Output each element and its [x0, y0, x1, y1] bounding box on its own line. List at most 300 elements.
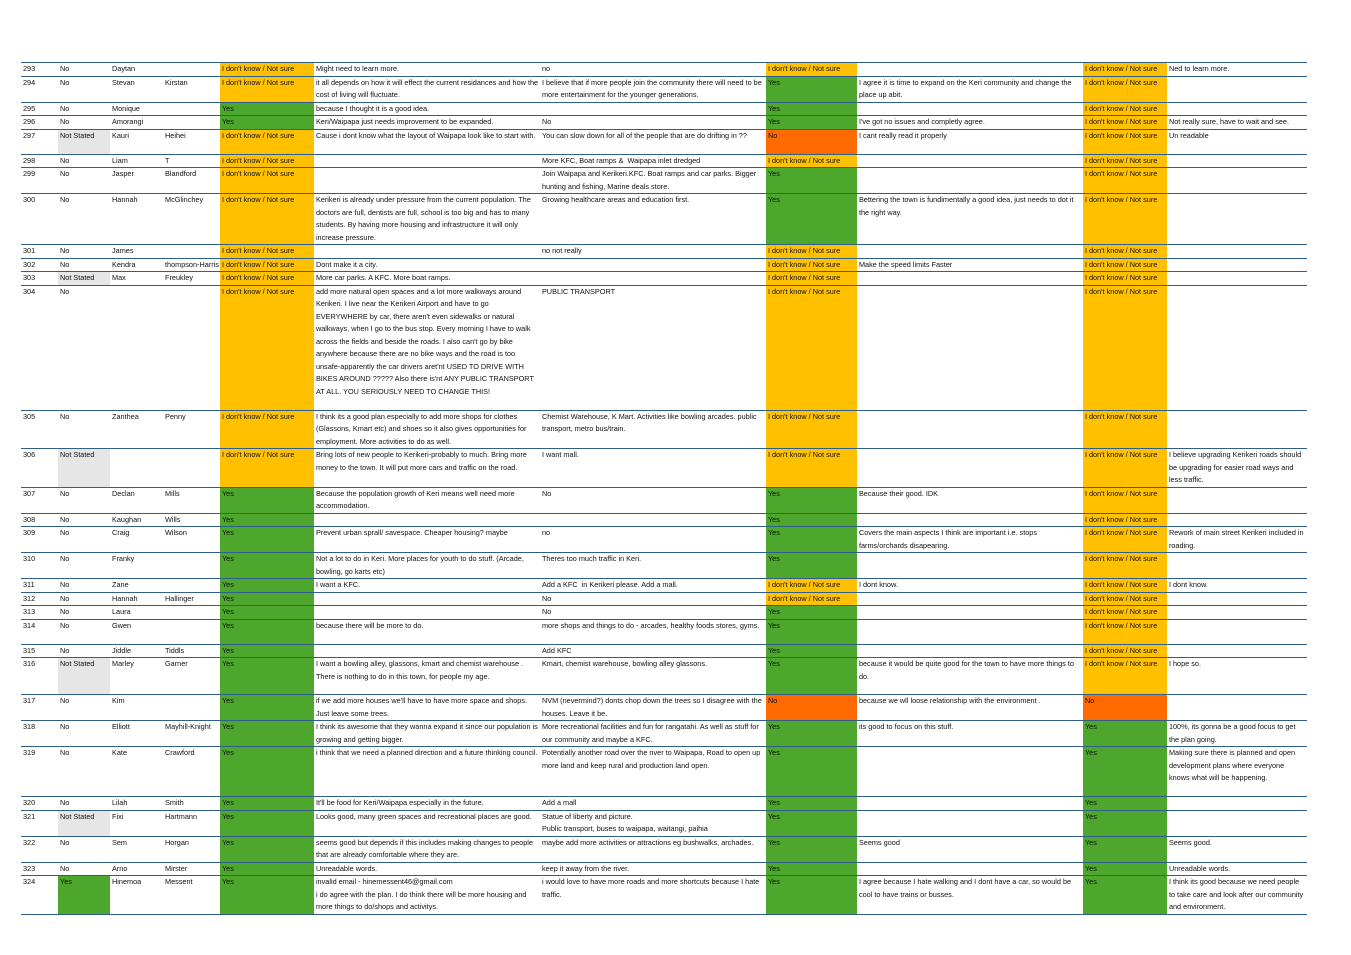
comment-1-cell: More car parks. A KFC. More boat ramps. [314, 272, 540, 286]
first-name-cell: Daytan [110, 63, 163, 77]
last-name-cell: Hartmann [163, 810, 220, 836]
comment-3-cell: Bettering the town is fundimentally a good idea, just needs to dot it the right way. [857, 194, 1083, 245]
row-id-cell: 299 [21, 168, 58, 194]
answer-2-cell: Yes [766, 527, 857, 553]
answer-2-cell: I don't know / Not sure [766, 285, 857, 410]
answer-1-cell: Yes [220, 721, 314, 747]
answer-3-cell: I don't know / Not sure [1083, 619, 1167, 644]
comment-1-cell: Dont make it a city. [314, 258, 540, 272]
first-name-cell: Zane [110, 579, 163, 593]
last-name-cell [163, 285, 220, 410]
comment-4-cell [1167, 644, 1307, 658]
comment-3-cell: Seems good [857, 836, 1083, 862]
answer-3-cell: Yes [1083, 721, 1167, 747]
row-id-cell: 323 [21, 862, 58, 876]
answer-2-cell: Yes [766, 116, 857, 130]
comment-1-cell: i think that we need a planned direction and a future thinking council. [314, 747, 540, 797]
row-id-cell: 322 [21, 836, 58, 862]
last-name-cell: Kirstan [163, 76, 220, 102]
table-row [21, 272, 1307, 286]
first-name-cell: Declan [110, 487, 163, 513]
status-cell: No [58, 747, 110, 797]
comment-3-cell: Make the speed limits Faster [857, 258, 1083, 272]
comment-2-cell: Kmart, chemist warehouse, bowling alley glassons. [540, 658, 766, 695]
status-cell: No [58, 285, 110, 410]
status-cell: No [58, 553, 110, 579]
answer-3-cell: I don't know / Not sure [1083, 449, 1167, 488]
last-name-cell: Penny [163, 410, 220, 449]
comment-1-cell [314, 592, 540, 606]
comment-2-cell [540, 258, 766, 272]
comment-4-cell [1167, 258, 1307, 272]
comment-3-cell [857, 553, 1083, 579]
answer-3-cell: I don't know / Not sure [1083, 513, 1167, 527]
comment-3-cell [857, 245, 1083, 259]
comment-1-cell: Prevent urban sprall/ savespace. Cheaper housing? maybe [314, 527, 540, 553]
table-row [21, 513, 1307, 527]
comment-2-cell: no not really [540, 245, 766, 259]
row-id-cell: 302 [21, 258, 58, 272]
last-name-cell: Hallinger [163, 592, 220, 606]
first-name-cell: Fixi [110, 810, 163, 836]
answer-1-cell: I don't know / Not sure [220, 245, 314, 259]
row-id-cell: 316 [21, 658, 58, 695]
comment-3-cell [857, 644, 1083, 658]
answer-1-cell: Yes [220, 487, 314, 513]
status-cell: No [58, 102, 110, 116]
comment-3-cell [857, 592, 1083, 606]
last-name-cell [163, 619, 220, 644]
answer-1-cell: Yes [220, 876, 314, 915]
answer-1-cell: Yes [220, 747, 314, 797]
comment-1-cell: invalid email - hinemessent46@gmail.com i do agree with the plan. I do think there will be more housing and more things to do/shops and activitys. [314, 876, 540, 915]
table-row [21, 129, 1307, 154]
status-cell: No [58, 76, 110, 102]
answer-2-cell: Yes [766, 797, 857, 811]
comment-3-cell: I agree it is time to expand on the Keri community and change the place up abit. [857, 76, 1083, 102]
table-row [21, 797, 1307, 811]
comment-3-cell [857, 797, 1083, 811]
answer-1-cell: I don't know / Not sure [220, 129, 314, 154]
first-name-cell: Jiddle [110, 644, 163, 658]
row-id-cell: 295 [21, 102, 58, 116]
status-cell: No [58, 410, 110, 449]
answer-1-cell: Yes [220, 592, 314, 606]
answer-3-cell: I don't know / Not sure [1083, 644, 1167, 658]
status-cell: No [58, 527, 110, 553]
comment-1-cell [314, 513, 540, 527]
comment-2-cell: NVM (nevermind?) donts chop down the trees so I disagree with the houses. Leave it be. [540, 695, 766, 721]
last-name-cell: Messent [163, 876, 220, 915]
row-id-cell: 315 [21, 644, 58, 658]
comment-4-cell: Un readable [1167, 129, 1307, 154]
answer-2-cell: Yes [766, 102, 857, 116]
status-cell: Not Stated [58, 810, 110, 836]
table-row [21, 747, 1307, 797]
comment-3-cell: Because their good. IDK [857, 487, 1083, 513]
comment-4-cell: I dont know. [1167, 579, 1307, 593]
status-cell: No [58, 644, 110, 658]
answer-1-cell: I don't know / Not sure [220, 63, 314, 77]
answer-2-cell: Yes [766, 194, 857, 245]
comment-2-cell: Add a KFC in Kerikeri please. Add a mall. [540, 579, 766, 593]
answer-3-cell: I don't know / Not sure [1083, 194, 1167, 245]
table-row [21, 862, 1307, 876]
comment-1-cell: Keri/Waipapa just needs improvement to be expanded. [314, 116, 540, 130]
answer-3-cell: I don't know / Not sure [1083, 63, 1167, 77]
comment-3-cell [857, 410, 1083, 449]
first-name-cell: Hinemoa [110, 876, 163, 915]
table-row [21, 154, 1307, 168]
first-name-cell: Kim [110, 695, 163, 721]
row-id-cell: 312 [21, 592, 58, 606]
row-id-cell: 320 [21, 797, 58, 811]
status-cell: No [58, 487, 110, 513]
comment-1-cell: Kerikeri is already under pressure from the current population. The doctors are full, dentists are full, school is too big and has to many students. By having more housing and infrastructure it will only increase pressure. [314, 194, 540, 245]
last-name-cell: Crawford [163, 747, 220, 797]
comment-1-cell: seems good but depends if this includes making changes to people that are already comfortable where they are. [314, 836, 540, 862]
last-name-cell: Horgan [163, 836, 220, 862]
comment-3-cell: its good to focus on this stuff. [857, 721, 1083, 747]
comment-2-cell: Join Waipapa and Kerikeri.KFC. Boat ramps and car parks. Bigger hunting and fishing, Marine deals store. [540, 168, 766, 194]
comment-3-cell [857, 168, 1083, 194]
status-cell: No [58, 579, 110, 593]
table-row [21, 410, 1307, 449]
table-row [21, 487, 1307, 513]
answer-3-cell: Yes [1083, 876, 1167, 915]
comment-2-cell [540, 102, 766, 116]
comment-2-cell: Add a mall [540, 797, 766, 811]
comment-2-cell: Potentially another road over the river to Waipapa, Road to open up more land and keep rural and production land open. [540, 747, 766, 797]
comment-4-cell [1167, 810, 1307, 836]
comment-4-cell: Seems good. [1167, 836, 1307, 862]
first-name-cell: Kate [110, 747, 163, 797]
answer-2-cell: Yes [766, 76, 857, 102]
table-row [21, 836, 1307, 862]
first-name-cell: Max [110, 272, 163, 286]
comment-3-cell [857, 862, 1083, 876]
comment-4-cell [1167, 76, 1307, 102]
row-id-cell: 324 [21, 876, 58, 915]
last-name-cell: Garner [163, 658, 220, 695]
comment-3-cell [857, 154, 1083, 168]
row-id-cell: 308 [21, 513, 58, 527]
first-name-cell: Hannah [110, 592, 163, 606]
comment-2-cell: Statue of liberty and picture. Public transport, buses to waipapa, waitangi, paihia [540, 810, 766, 836]
comment-2-cell: no [540, 63, 766, 77]
comment-3-cell [857, 619, 1083, 644]
comment-2-cell: i would love to have more roads and more shortcuts because I hate traffic. [540, 876, 766, 915]
answer-3-cell: Yes [1083, 810, 1167, 836]
row-id-cell: 306 [21, 449, 58, 488]
row-id-cell: 300 [21, 194, 58, 245]
status-cell: No [58, 194, 110, 245]
table-row [21, 116, 1307, 130]
comment-4-cell [1167, 154, 1307, 168]
answer-1-cell: Yes [220, 797, 314, 811]
first-name-cell: Stevan [110, 76, 163, 102]
table-row [21, 449, 1307, 488]
comment-4-cell [1167, 592, 1307, 606]
comment-3-cell [857, 810, 1083, 836]
comment-2-cell: More recreational facilities and fun for rangatahi. As well as stuff for our community and maybe a KFC. [540, 721, 766, 747]
first-name-cell: Franky [110, 553, 163, 579]
answer-3-cell: Yes [1083, 747, 1167, 797]
comment-4-cell [1167, 619, 1307, 644]
row-id-cell: 310 [21, 553, 58, 579]
answer-1-cell: Yes [220, 810, 314, 836]
comment-4-cell [1167, 513, 1307, 527]
answer-1-cell: I don't know / Not sure [220, 449, 314, 488]
status-cell: No [58, 619, 110, 644]
comment-2-cell: Theres too much traffic in Keri. [540, 553, 766, 579]
answer-2-cell: I don't know / Not sure [766, 272, 857, 286]
answer-2-cell: Yes [766, 747, 857, 797]
answer-2-cell: I don't know / Not sure [766, 258, 857, 272]
answer-2-cell: I don't know / Not sure [766, 63, 857, 77]
comment-4-cell: Unreadable words. [1167, 862, 1307, 876]
status-cell: No [58, 63, 110, 77]
status-cell: Not Stated [58, 658, 110, 695]
last-name-cell: Mirster [163, 862, 220, 876]
answer-3-cell: Yes [1083, 797, 1167, 811]
comment-2-cell: I believe that if more people join the community there will need to be more entertainment for the younger generations. [540, 76, 766, 102]
row-id-cell: 297 [21, 129, 58, 154]
comment-4-cell: Not really sure, have to wait and see. [1167, 116, 1307, 130]
last-name-cell [163, 116, 220, 130]
row-id-cell: 318 [21, 721, 58, 747]
comment-2-cell: No [540, 592, 766, 606]
table-row [21, 658, 1307, 695]
row-id-cell: 294 [21, 76, 58, 102]
last-name-cell [163, 245, 220, 259]
comment-4-cell [1167, 194, 1307, 245]
answer-3-cell: I don't know / Not sure [1083, 410, 1167, 449]
table-row [21, 102, 1307, 116]
comment-3-cell: I dont know. [857, 579, 1083, 593]
answer-3-cell: I don't know / Not sure [1083, 579, 1167, 593]
last-name-cell [163, 606, 220, 620]
status-cell: No [58, 836, 110, 862]
answer-3-cell: I don't know / Not sure [1083, 168, 1167, 194]
comment-4-cell [1167, 285, 1307, 410]
comment-1-cell [314, 154, 540, 168]
comment-3-cell: because it would be quite good for the town to have more things to do. [857, 658, 1083, 695]
answer-3-cell: I don't know / Not sure [1083, 154, 1167, 168]
last-name-cell [163, 102, 220, 116]
row-id-cell: 309 [21, 527, 58, 553]
comment-4-cell [1167, 606, 1307, 620]
answer-2-cell: I don't know / Not sure [766, 245, 857, 259]
comment-3-cell: I've got no issues and completly agree. [857, 116, 1083, 130]
comment-2-cell: keep it away from the river. [540, 862, 766, 876]
comment-3-cell [857, 272, 1083, 286]
answer-1-cell: Yes [220, 553, 314, 579]
table-row [21, 592, 1307, 606]
comment-4-cell [1167, 487, 1307, 513]
row-id-cell: 304 [21, 285, 58, 410]
first-name-cell: Liam [110, 154, 163, 168]
answer-1-cell: I don't know / Not sure [220, 410, 314, 449]
comment-2-cell: More KFC, Boat ramps & Waipapa inlet dredged [540, 154, 766, 168]
comment-4-cell: Ned to learn more. [1167, 63, 1307, 77]
comment-4-cell [1167, 695, 1307, 721]
last-name-cell [163, 579, 220, 593]
status-cell: No [58, 168, 110, 194]
answer-3-cell: I don't know / Not sure [1083, 487, 1167, 513]
answer-3-cell: I don't know / Not sure [1083, 606, 1167, 620]
answer-2-cell: Yes [766, 644, 857, 658]
first-name-cell: Kaughan [110, 513, 163, 527]
comment-2-cell: Chemist Warehouse, K Mart. Activities like bowling arcades. public transport, metro bus/train. [540, 410, 766, 449]
comment-2-cell: No [540, 487, 766, 513]
comment-2-cell: no [540, 527, 766, 553]
comment-4-cell [1167, 245, 1307, 259]
comment-1-cell: I think its awesome that they wanna expand it since our population is growing and getting bigger. [314, 721, 540, 747]
table-row [21, 258, 1307, 272]
answer-3-cell: I don't know / Not sure [1083, 76, 1167, 102]
comment-2-cell: No [540, 116, 766, 130]
comment-3-cell [857, 63, 1083, 77]
last-name-cell: Wilson [163, 527, 220, 553]
comment-2-cell: You can slow down for all of the people that are do drifting in ?? [540, 129, 766, 154]
table-row [21, 527, 1307, 553]
comment-1-cell [314, 168, 540, 194]
first-name-cell: Gwen [110, 619, 163, 644]
comment-3-cell: because we wll loose relationship with the environment . [857, 695, 1083, 721]
answer-3-cell: Yes [1083, 862, 1167, 876]
table-row [21, 695, 1307, 721]
row-id-cell: 319 [21, 747, 58, 797]
answer-1-cell: Yes [220, 513, 314, 527]
answer-2-cell: Yes [766, 553, 857, 579]
comment-1-cell: I think its a good plan especially to add more shops for clothes (Glassons, Kmart etc) and shoes so it also gives opportunities for employment. More activities to do as well. [314, 410, 540, 449]
row-id-cell: 314 [21, 619, 58, 644]
comment-1-cell: Not a lot to do in Keri. More places for youth to do stuff. (Arcade, bowling, go karts etc) [314, 553, 540, 579]
comment-3-cell: I agree because I hate walking and I dont have a car, so would be cool to have trains or busses. [857, 876, 1083, 915]
table-row [21, 810, 1307, 836]
first-name-cell: Kendra [110, 258, 163, 272]
table-row [21, 876, 1307, 915]
comment-1-cell: It'll be food for Keri/Waipapa especially in the future. [314, 797, 540, 811]
comment-2-cell: No [540, 606, 766, 620]
last-name-cell: Smith [163, 797, 220, 811]
last-name-cell [163, 63, 220, 77]
table-row [21, 619, 1307, 644]
answer-2-cell: Yes [766, 658, 857, 695]
answer-3-cell: No [1083, 695, 1167, 721]
answer-1-cell: I don't know / Not sure [220, 154, 314, 168]
answer-1-cell: Yes [220, 619, 314, 644]
last-name-cell: T [163, 154, 220, 168]
comment-4-cell: I think its good because we need people to take care and look after our community and environment. [1167, 876, 1307, 915]
row-id-cell: 311 [21, 579, 58, 593]
answer-2-cell: No [766, 129, 857, 154]
answer-1-cell: Yes [220, 836, 314, 862]
answer-2-cell: Yes [766, 836, 857, 862]
comment-2-cell: Growing healthcare areas and education first. [540, 194, 766, 245]
comment-1-cell: if we add more houses we'll have to have more space and shops. Just leave some trees. [314, 695, 540, 721]
answer-1-cell: Yes [220, 102, 314, 116]
answer-2-cell: Yes [766, 876, 857, 915]
answer-3-cell: I don't know / Not sure [1083, 245, 1167, 259]
first-name-cell: Laura [110, 606, 163, 620]
answer-1-cell: Yes [220, 606, 314, 620]
status-cell: Not Stated [58, 272, 110, 286]
table-row [21, 76, 1307, 102]
table-row [21, 245, 1307, 259]
answer-2-cell: I don't know / Not sure [766, 410, 857, 449]
table-row [21, 644, 1307, 658]
table-row [21, 606, 1307, 620]
row-id-cell: 305 [21, 410, 58, 449]
last-name-cell: Mayhill-Knight [163, 721, 220, 747]
comment-4-cell: Rework of main street Kerikeri included in roading. [1167, 527, 1307, 553]
last-name-cell: Tiddls [163, 644, 220, 658]
answer-1-cell: Yes [220, 658, 314, 695]
last-name-cell [163, 553, 220, 579]
answer-1-cell: Yes [220, 862, 314, 876]
last-name-cell: McGlinchey [163, 194, 220, 245]
status-cell: No [58, 592, 110, 606]
status-cell: No [58, 695, 110, 721]
last-name-cell: Mills [163, 487, 220, 513]
comment-1-cell [314, 644, 540, 658]
comment-4-cell [1167, 553, 1307, 579]
status-cell: No [58, 721, 110, 747]
answer-3-cell: I don't know / Not sure [1083, 527, 1167, 553]
answer-3-cell: I don't know / Not sure [1083, 272, 1167, 286]
answer-3-cell: I don't know / Not sure [1083, 102, 1167, 116]
answer-3-cell: Yes [1083, 836, 1167, 862]
answer-1-cell: I don't know / Not sure [220, 76, 314, 102]
last-name-cell: Heihei [163, 129, 220, 154]
comment-4-cell: I believe upgrading Kerikeri roads should be upgrading for easier road ways and less traffic. [1167, 449, 1307, 488]
answer-2-cell: Yes [766, 487, 857, 513]
comment-3-cell [857, 606, 1083, 620]
answer-2-cell: No [766, 695, 857, 721]
comment-4-cell: Making sure there is planned and open development plans where everyone knows what will be happening. [1167, 747, 1307, 797]
row-id-cell: 321 [21, 810, 58, 836]
comment-1-cell: Unreadable words. [314, 862, 540, 876]
answer-1-cell: I don't know / Not sure [220, 272, 314, 286]
status-cell: No [58, 116, 110, 130]
answer-1-cell: I don't know / Not sure [220, 194, 314, 245]
answer-2-cell: Yes [766, 721, 857, 747]
answer-2-cell: I don't know / Not sure [766, 592, 857, 606]
comment-4-cell: 100%, its gonna be a good focus to get the plan going. [1167, 721, 1307, 747]
comment-4-cell [1167, 102, 1307, 116]
comment-1-cell: Might need to learn more. [314, 63, 540, 77]
comment-1-cell: Because the population growth of Keri means well need more accommodation. [314, 487, 540, 513]
first-name-cell: Elliott [110, 721, 163, 747]
first-name-cell: Kauri [110, 129, 163, 154]
answer-1-cell: Yes [220, 116, 314, 130]
comment-4-cell: I hope so. [1167, 658, 1307, 695]
answer-1-cell: I don't know / Not sure [220, 258, 314, 272]
table-row [21, 63, 1307, 77]
status-cell: Not Stated [58, 449, 110, 488]
comment-2-cell [540, 513, 766, 527]
status-cell: No [58, 245, 110, 259]
status-cell: Not Stated [58, 129, 110, 154]
comment-3-cell [857, 449, 1083, 488]
status-cell: No [58, 862, 110, 876]
row-id-cell: 301 [21, 245, 58, 259]
last-name-cell: Wills [163, 513, 220, 527]
comment-2-cell: more shops and things to do - arcades, healthy foods stores, gyms. [540, 619, 766, 644]
comment-3-cell [857, 747, 1083, 797]
